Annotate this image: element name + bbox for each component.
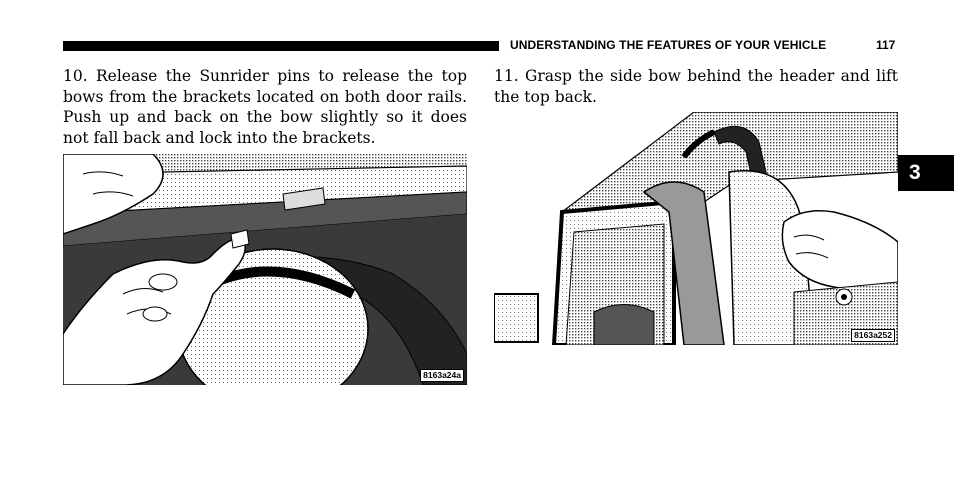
figure-code-label: 8163a252 xyxy=(851,329,895,342)
side-bow-illustration xyxy=(494,112,898,345)
running-header: UNDERSTANDING THE FEATURES OF YOUR VEHICLE xyxy=(510,38,827,52)
header-rule xyxy=(63,41,499,51)
step-10-text: 10. Release the Sunrider pins to release the top bows from the brackets located on both door rails. Push up and back on the bow slightly so it does not fall back and lock into the brackets. xyxy=(63,67,467,147)
sunrider-pin-illustration xyxy=(63,154,467,385)
page-number: 117 xyxy=(876,38,896,52)
figure-code-label: 8163a24a xyxy=(420,369,464,382)
chapter-tab: 3 xyxy=(898,155,954,191)
step-11-text: 11. Grasp the side bow behind the header and lift the top back. xyxy=(494,67,898,106)
